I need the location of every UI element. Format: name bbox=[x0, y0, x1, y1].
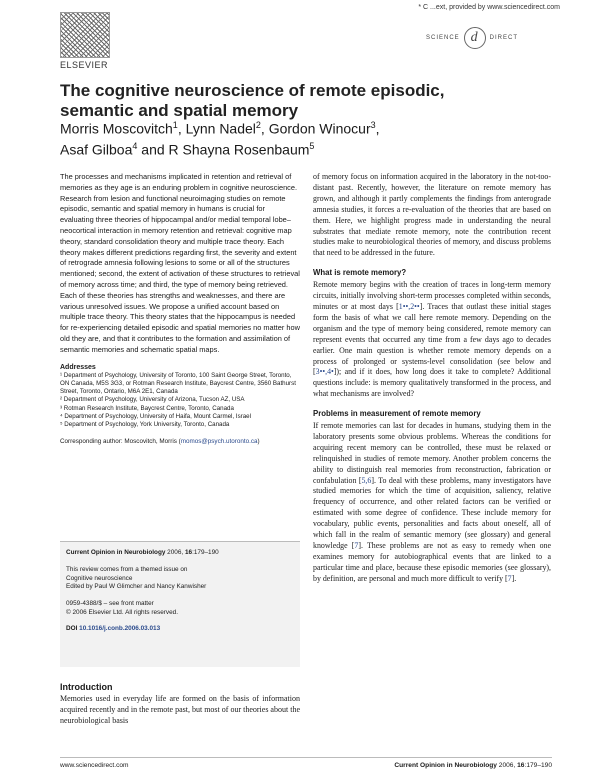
right-column bbox=[313, 172, 551, 585]
addresses-heading: Addresses bbox=[60, 363, 96, 371]
author-name: Morris Moscovitch bbox=[60, 120, 173, 137]
left-column bbox=[60, 172, 300, 445]
article-title: The cognitive neuroscience of remote episodic, semantic and spatial memory bbox=[60, 81, 445, 120]
author-list bbox=[60, 117, 390, 158]
sciencedirect-d-icon: d bbox=[464, 27, 486, 49]
address-item: ² Department of Psychology, University of Arizona, Tucson AZ, USA bbox=[60, 396, 245, 404]
author-separator: and bbox=[137, 141, 169, 158]
address-item: ⁵ Department of Psychology, York University, Toronto, Canada bbox=[60, 421, 230, 429]
sd-logo-left: SCIENCE bbox=[425, 35, 460, 41]
sd-logo-right: DIRECT bbox=[489, 35, 518, 41]
journal-name: Current Opinion in Neurobiology bbox=[66, 549, 166, 556]
footer-citation bbox=[394, 762, 552, 769]
text-run: ]. These problems are not as easy to remedy when one examines memory for autobiographical events that are linked to a particular time and place, because these episodic memories (see glossary), by definition, are personal and much more difficult to verify [ bbox=[313, 541, 551, 583]
corresponding-email-link[interactable]: momos@psych.utoronto.ca bbox=[180, 437, 258, 445]
body-paragraph bbox=[313, 421, 551, 585]
journal-info-box bbox=[60, 541, 300, 667]
sciencedirect-logo bbox=[426, 27, 518, 49]
doi-label: DOI bbox=[66, 624, 80, 632]
themed-issue-line: This review comes from a themed issue on bbox=[66, 565, 188, 573]
text-run: ]); and if it does, how long does it take to complete? Additional questions include: is memory qualitatively transformed in the process, and what mechanisms are involved? bbox=[313, 367, 551, 399]
author-name: R Shayna Rosenbaum bbox=[168, 141, 310, 158]
author-name: Lynn Nadel bbox=[185, 120, 256, 137]
journal-volume: 16 bbox=[184, 549, 193, 556]
address-item: ³ Rotman Research Institute, Baycrest Centre, Toronto, Canada bbox=[60, 404, 234, 412]
author-affiliation-mark: 4 bbox=[132, 140, 138, 151]
doi-link[interactable]: 10.1016/j.conb.2006.03.013 bbox=[79, 624, 161, 632]
corresponding-prefix: Corresponding author: Moscovitch, Morris ( bbox=[60, 437, 181, 445]
section-heading-measurement: Problems in measurement of remote memory bbox=[313, 409, 481, 419]
abstract: The processes and mechanisms implicated in retention and retrieval of memories as they age is an enduring problem in cognitive neuroscience. Research from lesion and functional neuroimaging studies on remote episodic, semantic and spatial memory in humans is crucial for evaluating three theories of hippocampal and/or medial temporal lobe–neocortical interaction in memory retention and retrieval: cognitive map theory, standard consolidation theory and multiple trace theory. Each theory makes different predictions regarding first, the severity and extent of retrograde amnesia following lesions to some or all of the structures mentioned; second, the extent of activation of these structures to retrieval of memory across time; and third, the type of memory being retrieved. Each of these theories has strengths and weaknesses, and there are various unresolved issues. We propose a unified account based on multiple trace theory. This theory states that the hippocampus is needed for re-experiencing detailed episodic and spatial memories no matter how old they are, and that it contributes to the formation and assimilation of semantic memories and schematic spatial maps. bbox=[60, 172, 300, 354]
author-separator: , bbox=[177, 120, 186, 137]
citation-link[interactable]: 3••,4• bbox=[315, 367, 334, 377]
corresponding-suffix: ) bbox=[257, 437, 260, 445]
body-paragraph bbox=[313, 280, 551, 400]
text-run: ]. bbox=[511, 573, 517, 583]
citation-link[interactable]: 7 bbox=[507, 573, 512, 583]
journal-year: 2006, bbox=[165, 549, 185, 556]
provided-by-note: * C ...ext, provided by www.sciencedirect.com bbox=[418, 4, 560, 11]
copyright-line: © 2006 Elsevier Ltd. All rights reserved. bbox=[66, 608, 178, 616]
issn-line: 0959-4388/$ – see front matter bbox=[66, 600, 154, 608]
text-run: Remote memory begins with the creation of traces in long-term memory circuits, initially involving short-term processes completed within seconds, minutes or at most days [ bbox=[313, 280, 551, 311]
author-affiliation-mark: 2 bbox=[255, 120, 261, 130]
text-run: If remote memories can last for decades in humans, studying them in the laboratory presents some obvious problems. Whereas the conditions for acquiring recent memory can be controlled, these must be relaxed or relinquished in studies of remote memory. Another problem concerns the ability to distinguish real memories from reconstruction, fabrication or confabulation [ bbox=[313, 421, 551, 485]
footer-year: 2006, bbox=[496, 762, 518, 769]
text-run: ]. To deal with these problems, many investigators have studied memories for which the time of acquisition, saliency, relative frequency of occurrence, and other related factors can be verified or estimated with some degree of confidence. These include memory for vocabulary, public events, personalities and facts about oneself, all of which fall in the realm of semantic memory (see glossary) and general knowledge [ bbox=[313, 475, 551, 550]
themed-issue-editors: Edited by Paul W Glimcher and Nancy Kanwisher bbox=[66, 583, 207, 591]
themed-issue-topic: Cognitive neuroscience bbox=[66, 574, 133, 582]
elsevier-logo bbox=[60, 12, 120, 70]
footer-website[interactable]: www.sciencedirect.com bbox=[60, 762, 129, 769]
introduction-text: Memories used in everyday life are formed on the basis of information acquired recently and in the remote past, but most of our theories about the neurobiological basis bbox=[60, 694, 300, 725]
elsevier-tree-icon bbox=[60, 12, 110, 58]
citation-link[interactable]: 7 bbox=[354, 541, 359, 550]
author-affiliation-mark: 5 bbox=[309, 140, 315, 151]
citation-link[interactable]: 1••,2•• bbox=[398, 301, 420, 311]
citation-link[interactable]: 5,6 bbox=[361, 475, 372, 485]
footer-journal: Current Opinion in Neurobiology bbox=[394, 762, 497, 769]
footer-pages: :179–190 bbox=[524, 762, 552, 769]
introduction-heading: Introduction bbox=[60, 682, 113, 692]
doi-line bbox=[66, 625, 294, 634]
author-name: Gordon Winocur bbox=[268, 120, 371, 137]
journal-citation bbox=[66, 549, 294, 558]
footer-volume: 16 bbox=[517, 762, 525, 769]
journal-pages: :179–190 bbox=[192, 549, 219, 556]
text-run: ]. Traces that outlast these initial stages form the basis of what we call here remote memory. Depending on the organism and the type of memory being considered, remote memory can represent events that occurred any time from a few days ago to decades earlier. One main question is whether remote memory depends on a process of prolonged or systems-level consolidation (see below and [ bbox=[313, 301, 551, 377]
footer-divider bbox=[60, 757, 552, 758]
address-item: ¹ Department of Psychology, University of Toronto, 100 Saint George Street, Toronto, ON Canada, M5S 3G3, or Rotman Research Institute, Baycrest Centre, 3560 Bathurst Street, Toronto, Ontario, M6A 2E1, Canada bbox=[60, 371, 296, 396]
author-name: Asaf Gilboa bbox=[60, 141, 133, 158]
section-heading-remote-memory: What is remote memory? bbox=[313, 268, 407, 278]
author-separator: , bbox=[260, 120, 269, 137]
address-item: ⁴ Department of Psychology, University of Haifa, Mount Carmel, Israel bbox=[60, 413, 251, 421]
body-paragraph: of memory focus on information acquired in the laboratory in the not-too-distant past. Recently, however, the literature on remote memory has grown, and although it partly complements the findings from anterograde amnesia studies, it forces a re-evaluation of the theories that are based on them. Here, we highlight progress made in understanding the neural substrates that mediate remote memory, note the contribution recent studies make to neurobiological theories of memory, and discuss problems that need to be addressed in the future. bbox=[313, 172, 551, 258]
elsevier-wordmark: ELSEVIER bbox=[60, 60, 109, 70]
author-affiliation-mark: 3 bbox=[370, 120, 376, 130]
author-separator: , bbox=[375, 120, 380, 137]
author-affiliation-mark: 1 bbox=[172, 120, 178, 130]
corresponding-author bbox=[60, 438, 300, 445]
